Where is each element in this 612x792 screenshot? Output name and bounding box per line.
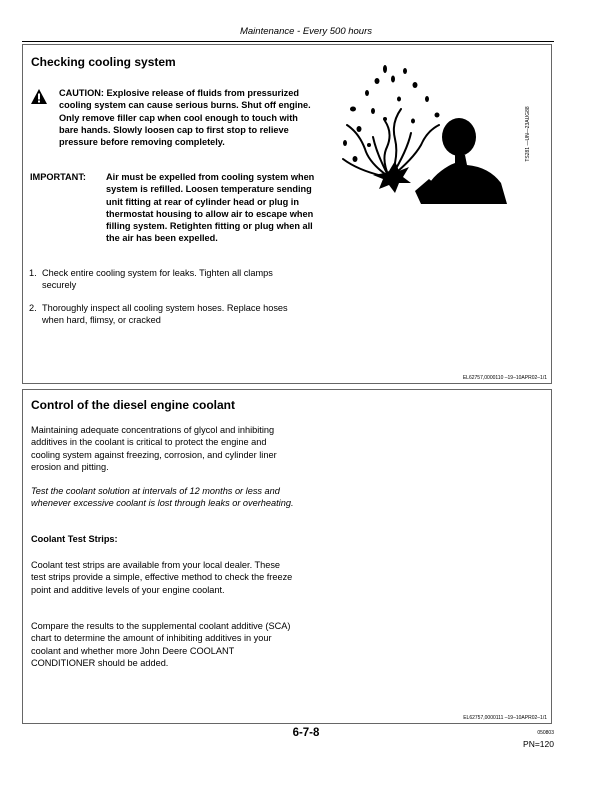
step-item: [29, 302, 299, 327]
running-header: Maintenance - Every 500 hours: [239, 26, 373, 37]
section-title: Control of the diesel engine coolant: [31, 398, 236, 412]
subheading: Coolant Test Strips:: [31, 534, 118, 544]
page-code: 050803: [537, 730, 554, 736]
pn-label: PN=120: [523, 739, 554, 749]
important-label: IMPORTANT:: [30, 172, 86, 182]
section-diesel-engine-coolant: [22, 389, 552, 724]
section-title: Checking cooling system: [31, 55, 176, 69]
header-rule: [22, 41, 554, 42]
caution-text: CAUTION: Explosive release of fluids from pressurized cooling system can cause serious burns. Shut off engine. Only remove filler cap when cool enough to touch with bare hands. Slowly loosen cap to first stop to relieve pressure before removing completely.: [59, 88, 311, 148]
section-reference: EL62757,0000111 –19–10APR02–1/1: [463, 715, 547, 721]
paragraph: Maintaining adequate concentrations of glycol and inhibiting additives in the coolant is critical to protect the engine and cooling system against freezing, corrosion, and cylinder liner erosion and pitting.: [31, 425, 277, 472]
figure-code: TS281 —UN—23AUG88: [525, 106, 531, 162]
paragraph: Compare the results to the supplemental coolant additive (SCA) chart to determine the amount of inhibiting additives in your coolant and whether more John Deere COOLANT CONDITIONER should be added.: [31, 621, 291, 668]
paragraph-italic: Test the coolant solution at intervals of 12 months or less and whenever excessive coolant is lost through leaks or overheating.: [31, 486, 294, 509]
section-reference: EL62757,0000110 –19–10APR02–1/1: [462, 375, 547, 381]
paragraph: Coolant test strips are available from your local dealer. These test strips provide a simple, effective method to check the freeze point and additive levels of your engine coolant.: [31, 560, 293, 595]
step-number: 2.: [29, 303, 37, 313]
section-checking-cooling-system: [22, 44, 552, 384]
explosive-fluid-release-icon: [329, 59, 509, 204]
important-text: Air must be expelled from cooling system when system is refilled. Loosen temperature sending unit fitting at rear of cylinder head or plug in thermostat housing to allow air to escape when filling system. Retighten fitting or plug when all the air has been expelled.: [106, 172, 315, 244]
step-item: [29, 267, 299, 292]
step-number: 1.: [29, 268, 37, 278]
step-text: Thoroughly inspect all cooling system hoses. Replace hoses when hard, flimsy, or cracked: [42, 303, 288, 326]
step-text: Check entire cooling system for leaks. Tighten all clamps securely: [42, 268, 273, 291]
page-number: 6-7-8: [292, 727, 320, 739]
warning-triangle-icon: [31, 89, 47, 104]
